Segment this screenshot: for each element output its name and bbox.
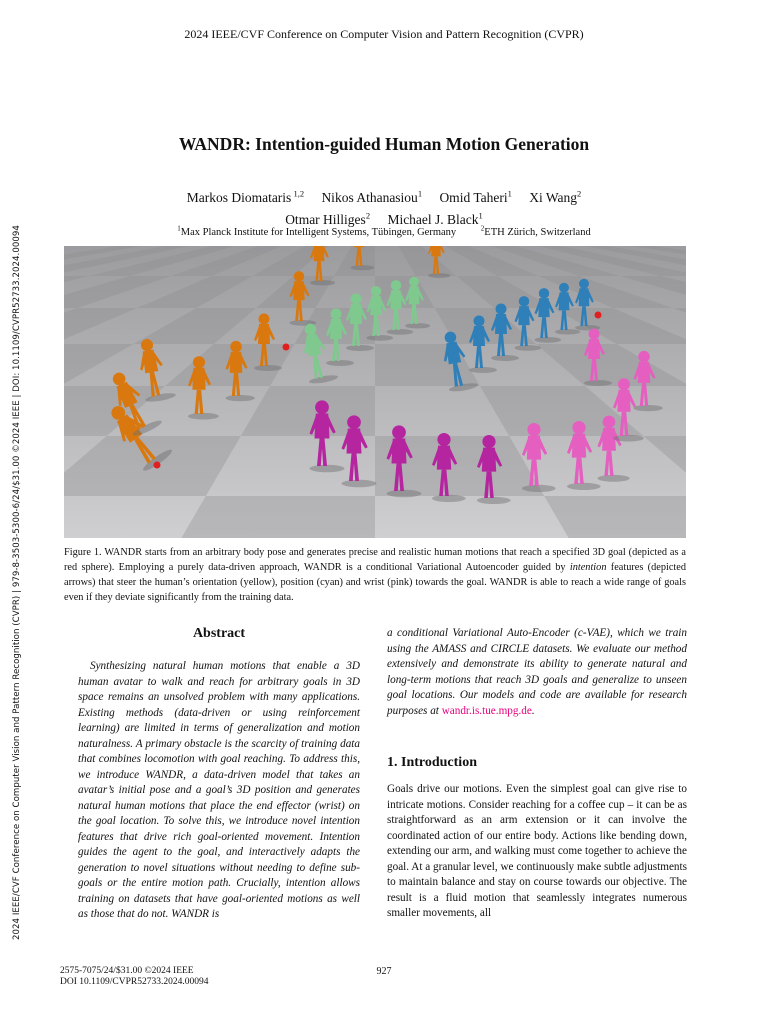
abstract-heading: Abstract bbox=[192, 626, 246, 641]
author: Nikos Athanasiou$^1$ bbox=[321, 188, 423, 205]
goal-sphere bbox=[595, 312, 602, 319]
left-column bbox=[78, 626, 360, 923]
side-doi-stamp: 2024 IEEE/CVF Conference on Computer Vision and Pattern Recognition (CVPR) | 979-8-3503-5300-6/24/$31.00 ©2024 IEEE | DOI: 10.1109/CVPR52733.2024.00094 bbox=[12, 225, 22, 940]
author: Otmar Hilliges$^2$ bbox=[285, 210, 371, 227]
floor-tile bbox=[544, 496, 686, 538]
section-heading-introduction: 1. Introduction bbox=[387, 755, 477, 770]
author: Xi Wang$^2$ bbox=[529, 188, 582, 205]
introduction-text: Goals drive our motions. Even the simplest goal can give rise to intricate motions. Consider reaching for a coffee cup – it can be as straightforward as an arm extension or it can involve the coordinated action of our entire body. Actions like bending down, extending our arm, and walking must come together to achieve the goal. At a granular level, we continuously make subtle adjustments to maintain balance and stay on course towards our objective. The result is a fluid motion that seamlessly integrates numerous smaller movements, all bbox=[387, 783, 687, 919]
teaser-figure bbox=[64, 246, 686, 538]
footer-issn: 2575-7075/24/$31.00 ©2024 IEEE bbox=[60, 966, 194, 976]
goal-sphere bbox=[283, 344, 290, 351]
author: Michael J. Black$^1$ bbox=[387, 210, 483, 227]
affiliation: $^1$Max Planck Institute for Intelligent Systems, Tübingen, Germany bbox=[177, 224, 457, 238]
abstract-text: Synthesizing natural human motions that enable a 3D human avatar to walk and reach for arbitrary goals in 3D space remains an unsolved problem with many applications. Existing methods (data-driven or using reinforcement learning) are limited in terms of generalization and motion naturalness. A primary obstacle is the scarcity of training data that combines locomotion with goal reaching. To address this, we introduce WANDR, a data-driven model that takes an avatar’s initial pose and a goal’s 3D position and generates natural human motions that place the end effector (wrist) on the goal location. To solve this, we introduce novel intention features that drive rich goal-oriented movement. Intention guides the agent to the goal, and interactively adapts the generation to novel situations without needing to define sub-goals or the entire motion path. Crucially, intention allows training on datasets that have goal-oriented motions as well as those that do not. WANDR is bbox=[78, 660, 360, 920]
affiliations bbox=[0, 224, 768, 238]
project-link[interactable]: wandr.is.tue.mpg.de bbox=[441, 704, 532, 717]
abstract-continuation: a conditional Variational Auto-Encoder (c-VAE), which we train using the AMASS and CIRCLE datasets. We evaluate our method extensively and demonstrate its ability to generate natural and long-term motions that reach 3D goals and generalize to unseen goal locations. Our models and code are available for research purposes at wandr.is.tue.mpg.de. bbox=[387, 627, 687, 717]
paper-title: WANDR: Intention-guided Human Motion Generation bbox=[178, 134, 590, 154]
footer-doi: DOI 10.1109/CVPR52733.2024.00094 bbox=[60, 977, 209, 987]
author-list bbox=[0, 184, 768, 229]
goal-sphere bbox=[154, 462, 161, 469]
conference-header: 2024 IEEE/CVF Conference on Computer Vision and Pattern Recognition (CVPR) bbox=[184, 27, 584, 41]
affiliation: $^2$ETH Zürich, Switzerland bbox=[480, 224, 591, 238]
figure-caption: Figure 1. WANDR starts from an arbitrary body pose and generates precise and realistic human motions that reach a specified 3D goal (depicted as a red sphere). Employing a purely data-driven approach, WANDR is a conditional Variational Autoencoder guided by intention features (depicted arrows) that steer the human’s orientation (yellow), position (cyan) and wrist (pink) towards the goal. WANDR is able to reach a wide range of goals even if they deviate significantly from the training data. bbox=[64, 547, 687, 603]
author: Markos Diomataris $^{1,2}$ bbox=[186, 188, 305, 205]
right-column bbox=[387, 626, 687, 922]
teaser-render bbox=[64, 246, 686, 538]
page-number: 927 bbox=[376, 966, 392, 977]
author: Omid Taheri$^1$ bbox=[439, 188, 512, 205]
